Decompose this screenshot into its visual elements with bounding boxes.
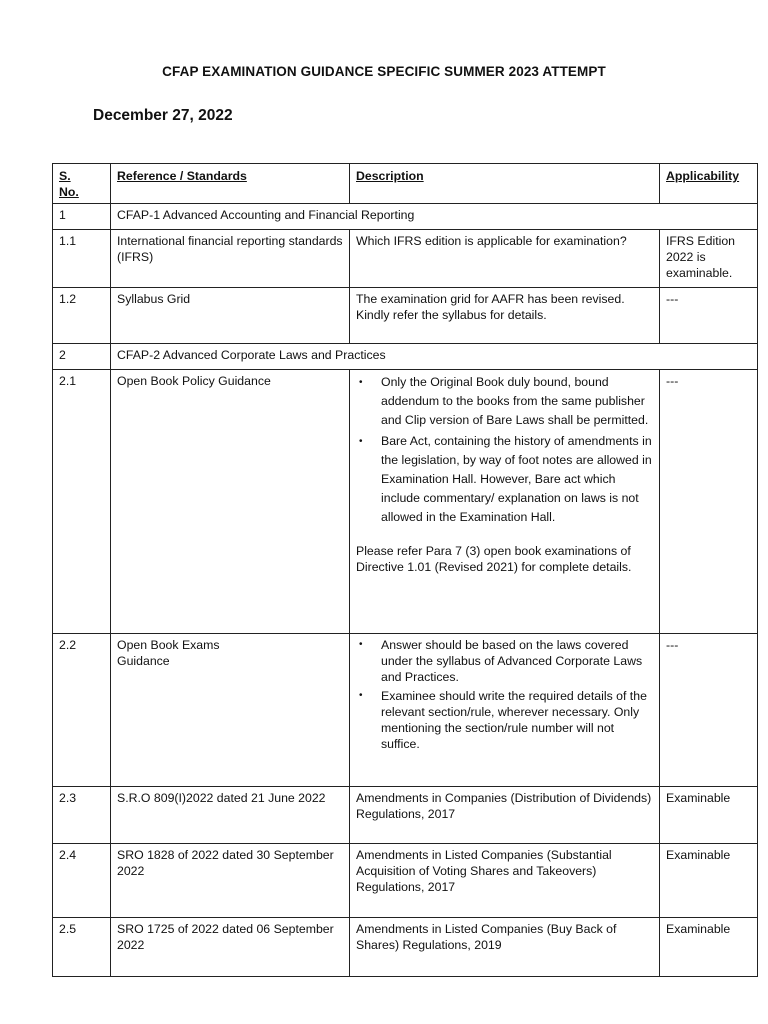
row-applicability: --- — [660, 370, 758, 634]
table-row — [53, 918, 758, 977]
row-description: Amendments in Companies (Distribution of Dividends) Regulations, 2017 — [350, 787, 660, 844]
section-title: CFAP-1 Advanced Accounting and Financial Reporting — [111, 204, 758, 230]
row-description: Amendments in Listed Companies (Substantial Acquisition of Voting Shares and Takeovers) Regulations, 2017 — [350, 844, 660, 918]
row-applicability: --- — [660, 288, 758, 344]
document-date: December 27, 2022 — [93, 107, 233, 124]
header-applicability: Applicability — [660, 164, 758, 204]
row-number: 2.4 — [53, 844, 111, 918]
table-row — [53, 844, 758, 918]
bullet-item: • Bare Act, containing the history of amendments in the legislation, by way of foot notes are allowed in Examination Hall. However, Bare act which include commentary/ explanation on laws is not allowed in the Examination Hall. — [381, 432, 653, 527]
section-number: 2 — [53, 344, 111, 370]
row-description: Amendments in Listed Companies (Buy Back of Shares) Regulations, 2019 — [350, 918, 660, 977]
table-row — [53, 288, 758, 344]
row-applicability: IFRS Edition 2022 is examinable. — [660, 230, 758, 288]
row-description: Which IFRS edition is applicable for examination? — [350, 230, 660, 288]
row-reference: SRO 1828 of 2022 dated 30 September 2022 — [111, 844, 350, 918]
row-description: The examination grid for AAFR has been revised. Kindly refer the syllabus for details. — [350, 288, 660, 344]
row-reference-line: Guidance — [117, 654, 170, 668]
row-number: 2.5 — [53, 918, 111, 977]
table-row — [53, 634, 758, 787]
table-row — [53, 787, 758, 844]
row-reference: SRO 1725 of 2022 dated 06 September 2022 — [111, 918, 350, 977]
row-applicability: Examinable — [660, 787, 758, 844]
row-number: 2.3 — [53, 787, 111, 844]
bullet-list — [356, 373, 653, 527]
row-description — [350, 370, 660, 634]
bullet-item: • Answer should be based on the laws covered under the syllabus of Advanced Corporate Laws and Practices. — [381, 637, 653, 685]
section-number: 1 — [53, 204, 111, 230]
guidance-table — [52, 163, 758, 977]
header-reference: Reference / Standards — [111, 164, 350, 204]
row-description — [350, 634, 660, 787]
document-title: CFAP EXAMINATION GUIDANCE SPECIFIC SUMMER 2023 ATTEMPT — [162, 64, 606, 79]
row-reference — [111, 634, 350, 787]
bullet-list — [356, 637, 653, 752]
table-header-row — [53, 164, 758, 204]
row-applicability: Examinable — [660, 918, 758, 977]
row-number: 2.1 — [53, 370, 111, 634]
row-applicability: --- — [660, 634, 758, 787]
row-reference: Open Book Policy Guidance — [111, 370, 350, 634]
header-sno: S. No. — [53, 164, 111, 204]
section-title: CFAP-2 Advanced Corporate Laws and Practices — [111, 344, 758, 370]
header-description: Description — [350, 164, 660, 204]
bullet-item: • Only the Original Book duly bound, bound addendum to the books from the same publisher and Clip version of Bare Laws shall be permitted. — [381, 373, 653, 430]
row-reference-line: Open Book Exams — [117, 638, 220, 652]
row-reference: International financial reporting standards (IFRS) — [111, 230, 350, 288]
row-applicability: Examinable — [660, 844, 758, 918]
table-row — [53, 230, 758, 288]
bullet-item: • Examinee should write the required details of the relevant section/rule, wherever necessary. Only mentioning the section/rule number will not suffice. — [381, 688, 653, 752]
row-reference: Syllabus Grid — [111, 288, 350, 344]
row-number: 2.2 — [53, 634, 111, 787]
row-reference: S.R.O 809(I)2022 dated 21 June 2022 — [111, 787, 350, 844]
section-row — [53, 344, 758, 370]
section-row — [53, 204, 758, 230]
row-number: 1.2 — [53, 288, 111, 344]
row-number: 1.1 — [53, 230, 111, 288]
row-note: Please refer Para 7 (3) open book examinations of Directive 1.01 (Revised 2021) for complete details. — [356, 544, 632, 574]
table-row — [53, 370, 758, 634]
